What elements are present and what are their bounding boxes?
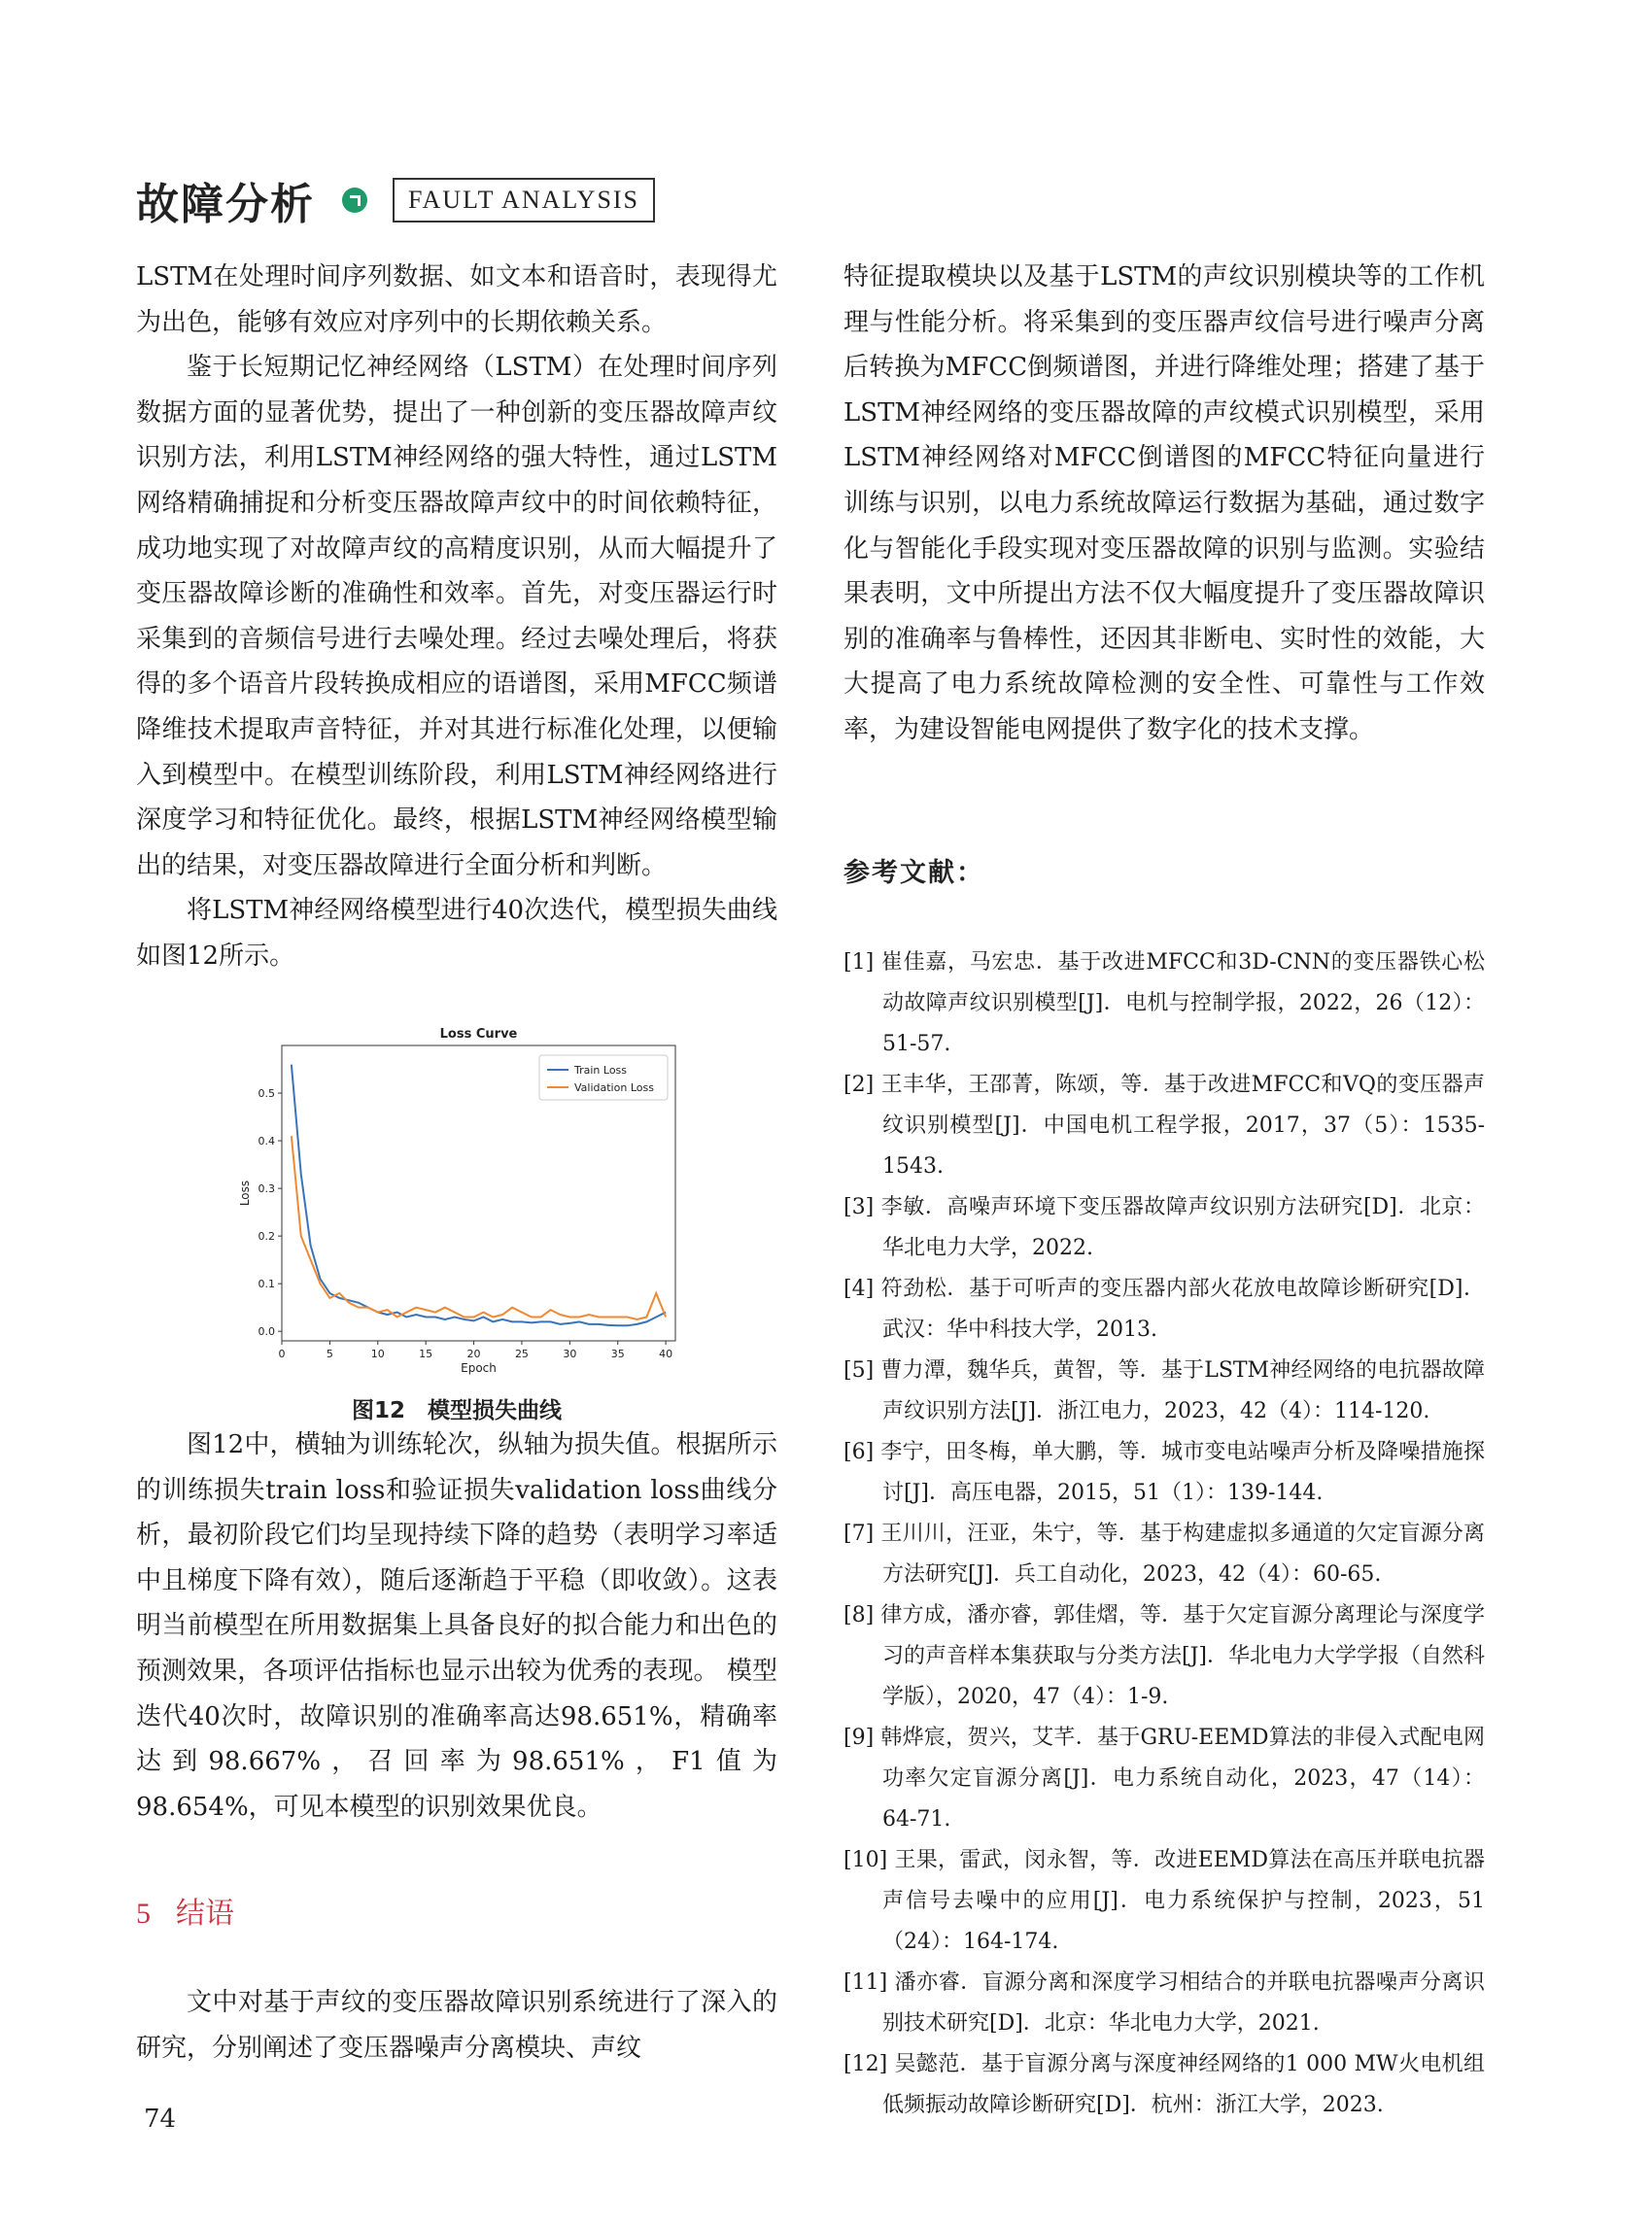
y-tick-label: 0.3 — [258, 1182, 275, 1196]
reference-item: [9] 韩烨宸，贺兴，艾芊．基于GRU-EEMD算法的非侵入式配电网功率欠定盲源分离[J]．电力系统自动化，2023，47（14）：64-71. — [843, 1726, 1485, 1832]
y-tick-label: 0.2 — [258, 1230, 275, 1244]
reference-item: [6] 李宁，田冬梅，单大鹏，等．城市变电站噪声分析及降噪措施探讨[J]．高压电器，2015，51（1）：139-144. — [843, 1440, 1485, 1505]
x-tick-label: 0 — [278, 1348, 286, 1360]
x-tick-label: 40 — [659, 1348, 673, 1360]
x-tick-label: 25 — [514, 1348, 529, 1360]
page-header — [136, 171, 655, 229]
paragraph: 图12中，横轴为训练轮次，纵轴为损失值。根据所示的训练损失train loss和验证损失validation loss曲线分析，最初阶段它们均呈现持续下降的趋势（表明学习率适中且梯度下降有效），随后逐渐趋于平稳（即收敛）。这表明当前模型在所用数据集上具备良好的拟合能力和出色的预测效果，各项评估指标也显示出较为优秀的表现。 模型迭代40次时，故障识别的准确率高达98.651%，精确率达到98.667%，召回率为98.651%，F1值为98.654%，可见本模型的识别效果优良。 — [136, 1430, 777, 1822]
reference-item: [12] 吴懿范．基于盲源分离与深度神经网络的1 000 MW火电机组低频振动故障诊断研究[D]．杭州：浙江大学，2023. — [843, 2052, 1485, 2117]
reference-item: [8] 律方成，潘亦睿，郭佳熠，等．基于欠定盲源分离理论与深度学习的声音样本集获取与分类方法[J]．华北电力大学学报（自然科学版），2020，47（4）：1-9. — [843, 1603, 1485, 1709]
paragraph: 文中对基于声纹的变压器故障识别系统进行了深入的研究，分别阐述了变压器噪声分离模块、声纹 — [136, 1988, 777, 2063]
section-title: 结语 — [176, 1897, 234, 1931]
section-header-title: 故障分析 — [136, 180, 315, 229]
legend-label: Train Loss — [574, 1064, 628, 1077]
paragraph: 将LSTM神经网络模型进行40次迭代，模型损失曲线如图12所示。 — [136, 896, 777, 971]
page-number: 74 — [144, 2105, 177, 2134]
right-column — [843, 255, 1485, 753]
x-tick-label: 20 — [466, 1348, 481, 1360]
x-tick-label: 10 — [370, 1348, 385, 1360]
chart-title: Loss Curve — [439, 1027, 518, 1042]
legend-label: Validation Loss — [574, 1081, 654, 1094]
references-title: 参考文献： — [843, 858, 984, 888]
reference-item: [11] 潘亦睿．盲源分离和深度学习相结合的并联电抗器噪声分离识别技术研究[D]．北京：华北电力大学，2021. — [843, 1970, 1485, 2036]
y-tick-label: 0.5 — [258, 1087, 275, 1101]
x-tick-label: 15 — [419, 1348, 433, 1360]
x-tick-label: 35 — [610, 1348, 625, 1360]
x-tick-label: 5 — [326, 1348, 333, 1360]
reference-item: [10] 王果，雷武，闵永智，等．改进EEMD算法在高压并联电抗器声信号去噪中的应用[J]．电力系统保护与控制，2023，51（24）：164-174. — [843, 1848, 1485, 1954]
left-column-lower — [136, 1422, 777, 1830]
reference-item: [4] 符劲松．基于可听声的变压器内部火花放电故障诊断研究[D]．武汉：华中科技大学，2013. — [843, 1277, 1485, 1342]
paragraph: 特征提取模块以及基于LSTM的声纹识别模块等的工作机理与性能分析。将采集到的变压器声纹信号进行噪声分离后转换为MFCC倒频谱图，并进行降维处理；搭建了基于LSTM神经网络的变压器故障的声纹模式识别模型，采用LSTM神经网络对MFCC倒谱图的MFCC特征向量进行训练与识别，以电力系统故障运行数据为基础，通过数字化与智能化手段实现对变压器故障的识别与监测。实验结果表明，文中所提出方法不仅大幅度提升了变压器故障识别的准确率与鲁棒性，还因其非断电、实时性的效能，大大提高了电力系统故障检测的安全性、可靠性与工作效率，为建设智能电网提供了数字化的技术支撑。 — [843, 262, 1485, 744]
y-tick-label: 0.0 — [258, 1325, 275, 1339]
x-tick-label: 30 — [563, 1348, 577, 1360]
y-tick-label: 0.4 — [258, 1135, 275, 1148]
reference-item: [5] 曹力潭，魏华兵，黄智，等．基于LSTM神经网络的电抗器故障声纹识别方法[J]．浙江电力，2023，42（4）：114-120. — [843, 1358, 1485, 1423]
reference-item: [2] 王丰华，王邵菁，陈颂，等．基于改进MFCC和VQ的变压器声纹识别模型[J]．中国电机工程学报，2017，37（5）：1535-1543. — [843, 1073, 1485, 1179]
section-header-english: FAULT ANALYSIS — [393, 178, 655, 223]
references-list — [843, 942, 1485, 2126]
figure-caption: 图12 模型损失曲线 — [351, 1398, 562, 1423]
paragraph: 鉴于长短期记忆神经网络（LSTM）在处理时间序列数据方面的显著优势，提出了一种创新的变压器故障声纹识别方法，利用LSTM神经网络的强大特性，通过LSTM网络精确捕捉和分析变压器故障声纹中的时间依赖特征，成功地实现了对故障声纹的高精度识别，从而大幅提升了变压器故障诊断的准确性和效率。首先，对变压器运行时采集到的音频信号进行去噪处理。经过去噪处理后，将获得的多个语音片段转换成相应的语谱图，采用MFCC频谱降维技术提取声音特征，并对其进行标准化处理，以便输入到模型中。在模型训练阶段，利用LSTM神经网络进行深度学习和特征优化。最终，根据LSTM神经网络模型输出的结果，对变压器故障进行全面分析和判断。 — [136, 353, 777, 880]
left-column — [136, 255, 777, 979]
paragraph: LSTM在处理时间序列数据、如文本和语音时，表现得尤为出色，能够有效应对序列中的长期依赖关系。 — [136, 262, 777, 337]
reference-item: [1] 崔佳嘉，马宏忠．基于改进MFCC和3D-CNN的变压器铁心松动故障声纹识别模型[J]．电机与控制学报，2022，26（12）：51-57. — [843, 950, 1485, 1056]
reference-item: [3] 李敏．高噪声环境下变压器故障声纹识别方法研究[D]．北京：华北电力大学，2022. — [843, 1195, 1485, 1260]
loss-curve-chart — [233, 1020, 690, 1380]
loss-curve-figure — [233, 1020, 690, 1380]
arrow-circle-icon — [342, 188, 367, 213]
conclusion-start — [136, 1980, 777, 2071]
y-tick-label: 0.1 — [258, 1278, 275, 1291]
section-heading — [136, 1889, 234, 1932]
reference-item: [7] 王川川，汪亚，朱宁，等．基于构建虚拟多通道的欠定盲源分离方法研究[J]．兵工自动化，2023，42（4）：60-65. — [843, 1522, 1485, 1587]
x-axis-label: Epoch — [461, 1361, 497, 1375]
section-number: 5 — [136, 1898, 151, 1930]
y-axis-label: Loss — [238, 1180, 252, 1207]
